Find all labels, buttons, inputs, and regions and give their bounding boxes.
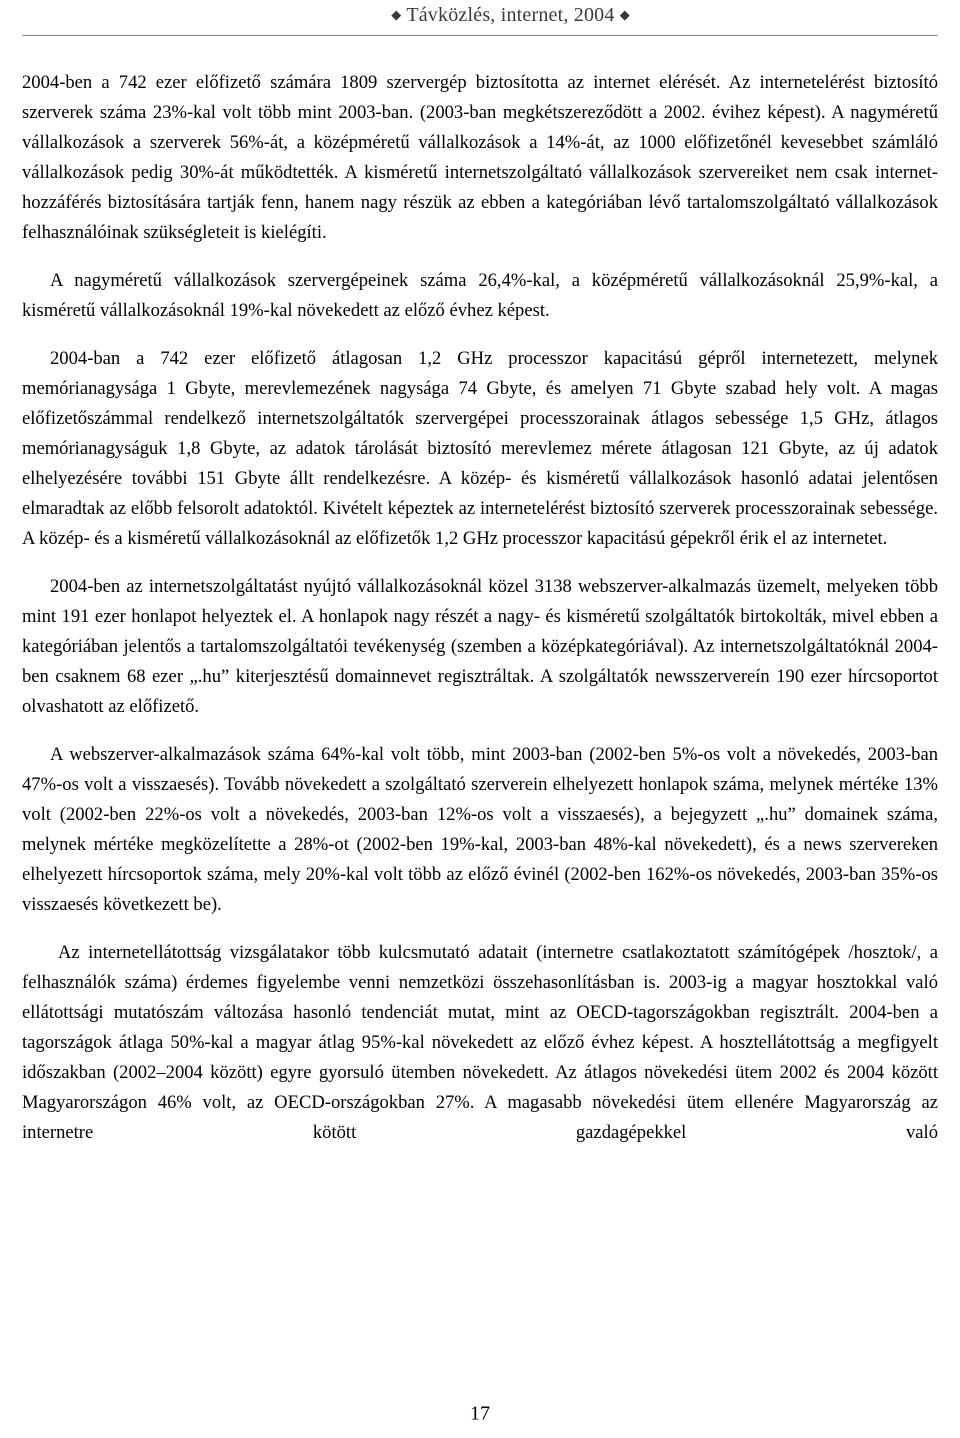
paragraph-4: 2004-ben az internetszolgáltatást nyújtó vállalkozásoknál közel 3138 webszerver-alkalmazás üzemelt, melyeken több mint 191 ezer honlapot helyeztek el. A honlapok nagy részét a nagy- és kisméretű szolgáltatók birtokolták, mivel ebben a kategóriában jelentős a tartalomszolgáltatói tevékenység (szemben a középkategóriával). Az internetszolgáltatóknál 2004-ben csaknem 68 ezer „.hu” kiterjesztésű domainnevet regisztráltak. A szolgáltatók newsszervereín 190 ezer hírcsoportot olvashatott az előfizető. xyxy=(22,576,938,717)
document-body xyxy=(22,68,938,1148)
header-title: Távközlés, internet, 2004 xyxy=(406,4,615,26)
paragraph-6: Az internetellátottság vizsgálatakor több kulcsmutató adatait (internetre csatlakoztatott számítógépek /hosztok/, a felhasználók száma) érdemes figyelembe venni nemzetközi összehasonlításban is. 2003-ig a magyar hosztokkal való ellátottsági mutatószám változása hasonló tendenciát mutat, mint az OECD-tagországokban regisztrált. 2004-ben a tagországok átlaga 50%-kal a magyar átlag 95%-kal növekedett az előző évhez képest. A hosztellátottság a megfigyelt időszakban (2002–2004 között) egyre gyorsuló ütemben növekedett. Az átlagos növekedési ütem 2002 és 2004 között Magyarországon 46% volt, az OECD-országokban 27%. A magasabb növekedési ütem ellenére Magyarország az internetre kötött gazdagépekkel való xyxy=(22,942,938,1143)
header-title-group xyxy=(391,4,630,27)
paragraph-2: A nagyméretű vállalkozások szervergépeinek száma 26,4%-kal, a középméretű vállalkozásoknál 25,9%-kal, a kisméretű vállalkozásoknál 19%-kal növekedett az előző évhez képest. xyxy=(22,270,938,321)
paragraph-3: 2004-ban a 742 ezer előfizető átlagosan 1,2 GHz processzor kapacitású gépről internetezett, melynek memórianagysága 1 Gbyte, merevlemezének nagysága 74 Gbyte, és amelyen 71 Gbyte szabad hely volt. A magas előfizetőszámmal rendelkező internetszolgáltatók szervergépei processzorainak átlagos sebessége 1,5 GHz, átlagos memórianagyságuk 1,8 Gbyte, az adatok tárolását biztosító merevlemez mérete átlagosan 121 Gbyte, az új adatok elhelyezésére további 151 Gbyte állt rendelkezésre. A közép- és kisméretű vállalkozások hasonló adatai jelentősen elmaradtak az előbb felsorolt adatoktól. Kivételt képeztek az internetelérést biztosító szerverek processzorainak sebessége. A közép- és a kisméretű vállalkozásoknál az előfizetők 1,2 GHz processzor kapacitású gépekről érik el az internetet. xyxy=(22,348,938,549)
header-rule xyxy=(22,35,938,36)
paragraph-1: 2004-ben a 742 ezer előfizető számára 1809 szervergép biztosította az internet elérését. Az internetelérést biztosító szerverek száma 23%-kal volt több mint 2003-ban. (2003-ban megkétszereződött a 2002. évihez képest). A nagyméretű vállalkozások a szerverek 56%-át, a középméretű vállalkozások a 14%-át, az 1000 előfizetőnél kevesebbet számláló vállalkozások pedig 30%-át működtették. A kisméretű internetszolgáltató vállalkozások szervereiket nem csak internet-hozzáférés biztosítására tartják fenn, hanem nagy részük az ebben a kategóriában lévő tartalomszolgáltató vállalkozások felhasználóinak szükségleteit is kielégíti. xyxy=(22,72,938,243)
page-number: 17 xyxy=(470,1402,490,1425)
diamond-bullet-icon: ◆ xyxy=(619,7,630,22)
diamond-bullet-icon: ◆ xyxy=(391,7,402,22)
paragraph-5: A webszerver-alkalmazások száma 64%-kal volt több, mint 2003-ban (2002-ben 5%-os volt a növekedés, 2003-ban 47%-os volt a visszaesés). Tovább növekedett a szolgáltató szerverein elhelyezett honlapok száma, melynek mértéke 13% volt (2002-ben 22%-os volt a növekedés, 2003-ban 12%-os volt a visszaesés), a bejegyzett „.hu” domainek száma, melynek mértéke megközelítette a 28%-ot (2002-ben 19%-kal, 2003-ban 48%-kal növekedett), és a news szervereken elhelyezett hírcsoportok száma, mely 20%-kal volt több az előző évinél (2002-ben 162%-os növekedés, 2003-ban 35%-os visszaesés következett be). xyxy=(22,744,938,915)
page-header xyxy=(0,0,960,34)
